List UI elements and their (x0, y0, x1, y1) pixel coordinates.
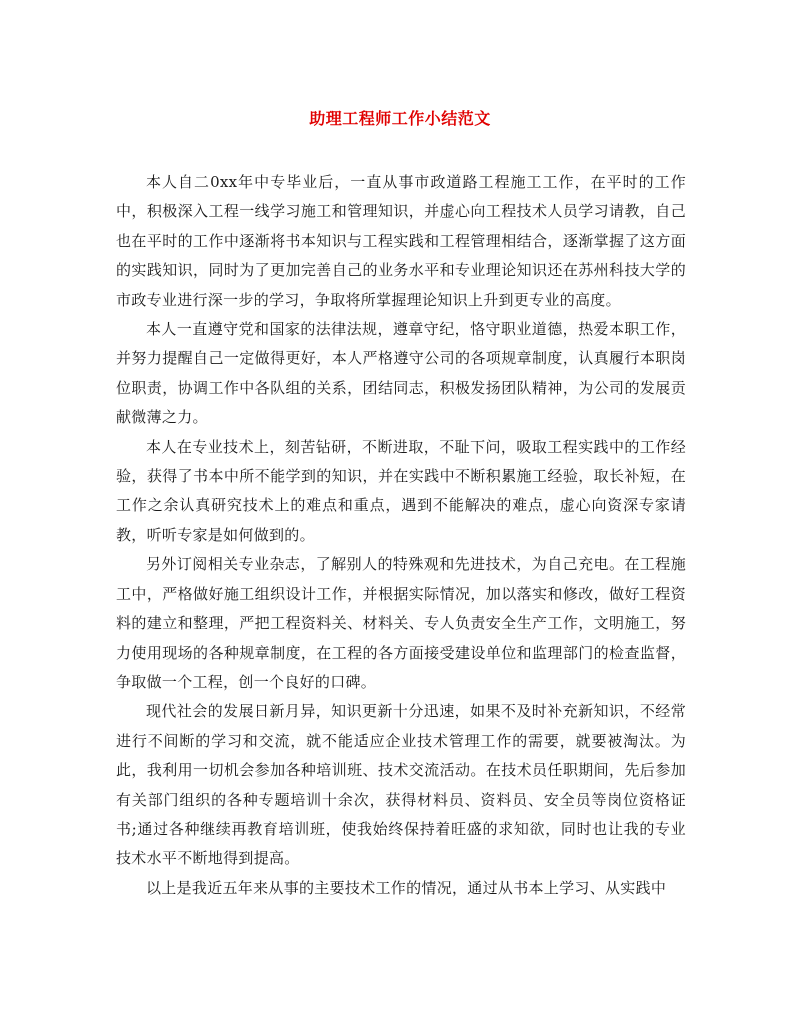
paragraph-2: 本人一直遵守党和国家的法律法规，遵章守纪，恪守职业道德，热爱本职工作，并努力提醒自己一定做得更好，本人严格遵守公司的各项规章制度，认真履行本职岗位职责，协调工作中各队组的关系，团结同志，积极发扬团队精神，为公司的发展贡献微薄之力。 (116, 320, 686, 427)
paragraph-5: 现代社会的发展日新月异，知识更新十分迅速，如果不及时补充新知识，不经常进行不间断的学习和交流，就不能适应企业技术管理工作的需要，就要被淘汰。为此，我利用一切机会参加各种培训班、技术交流活动。在技术员任职期间，先后参加有关部门组织的各种专题培训十余次，获得材料员、资料员、安全员等岗位资格证书;通过各种继续再教育培训班，使我始终保持着旺盛的求知欲，同时也让我的专业技术水平不断地得到提高。 (116, 702, 686, 868)
document-body (116, 168, 686, 903)
paragraph-6: 以上是我近五年来从事的主要技术工作的情况，通过从书本上学习、从实践中 (146, 878, 667, 897)
paragraph-3: 本人在专业技术上，刻苦钻研，不断进取，不耻下问，吸取工程实践中的工作经验，获得了书本中所不能学到的知识，并在实践中不断积累施工经验，取长补短，在工作之余认真研究技术上的难点和重点，遇到不能解决的难点，虚心向资深专家请教，听听专家是如何做到的。 (116, 437, 686, 544)
paragraph-1: 本人自二0xx年中专毕业后，一直从事市政道路工程施工工作，在平时的工作中，积极深入工程一线学习施工和管理知识，并虚心向工程技术人员学习请教，自己也在平时的工作中逐渐将书本知识与工程实践和工程管理相结合，逐渐掌握了这方面的实践知识，同时为了更加完善自己的业务水平和专业理论知识还在苏州科技大学的市政专业进行深一步的学习，争取将所掌握理论知识上升到更专业的高度。 (116, 173, 686, 309)
paragraph-4: 另外订阅相关专业杂志，了解别人的特殊观和先进技术，为自己充电。在工程施工中，严格做好施工组织设计工作，并根据实际情况，加以落实和修改，做好工程资料的建立和整理，严把工程资料关、材料关、专人负责安全生产工作，文明施工，努力使用现场的各种规章制度，在工程的各方面接受建设单位和监理部门的检查监督，争取做一个工程，创一个良好的口碑。 (116, 555, 686, 691)
document-title: 助理工程师工作小结范文 (309, 109, 491, 128)
